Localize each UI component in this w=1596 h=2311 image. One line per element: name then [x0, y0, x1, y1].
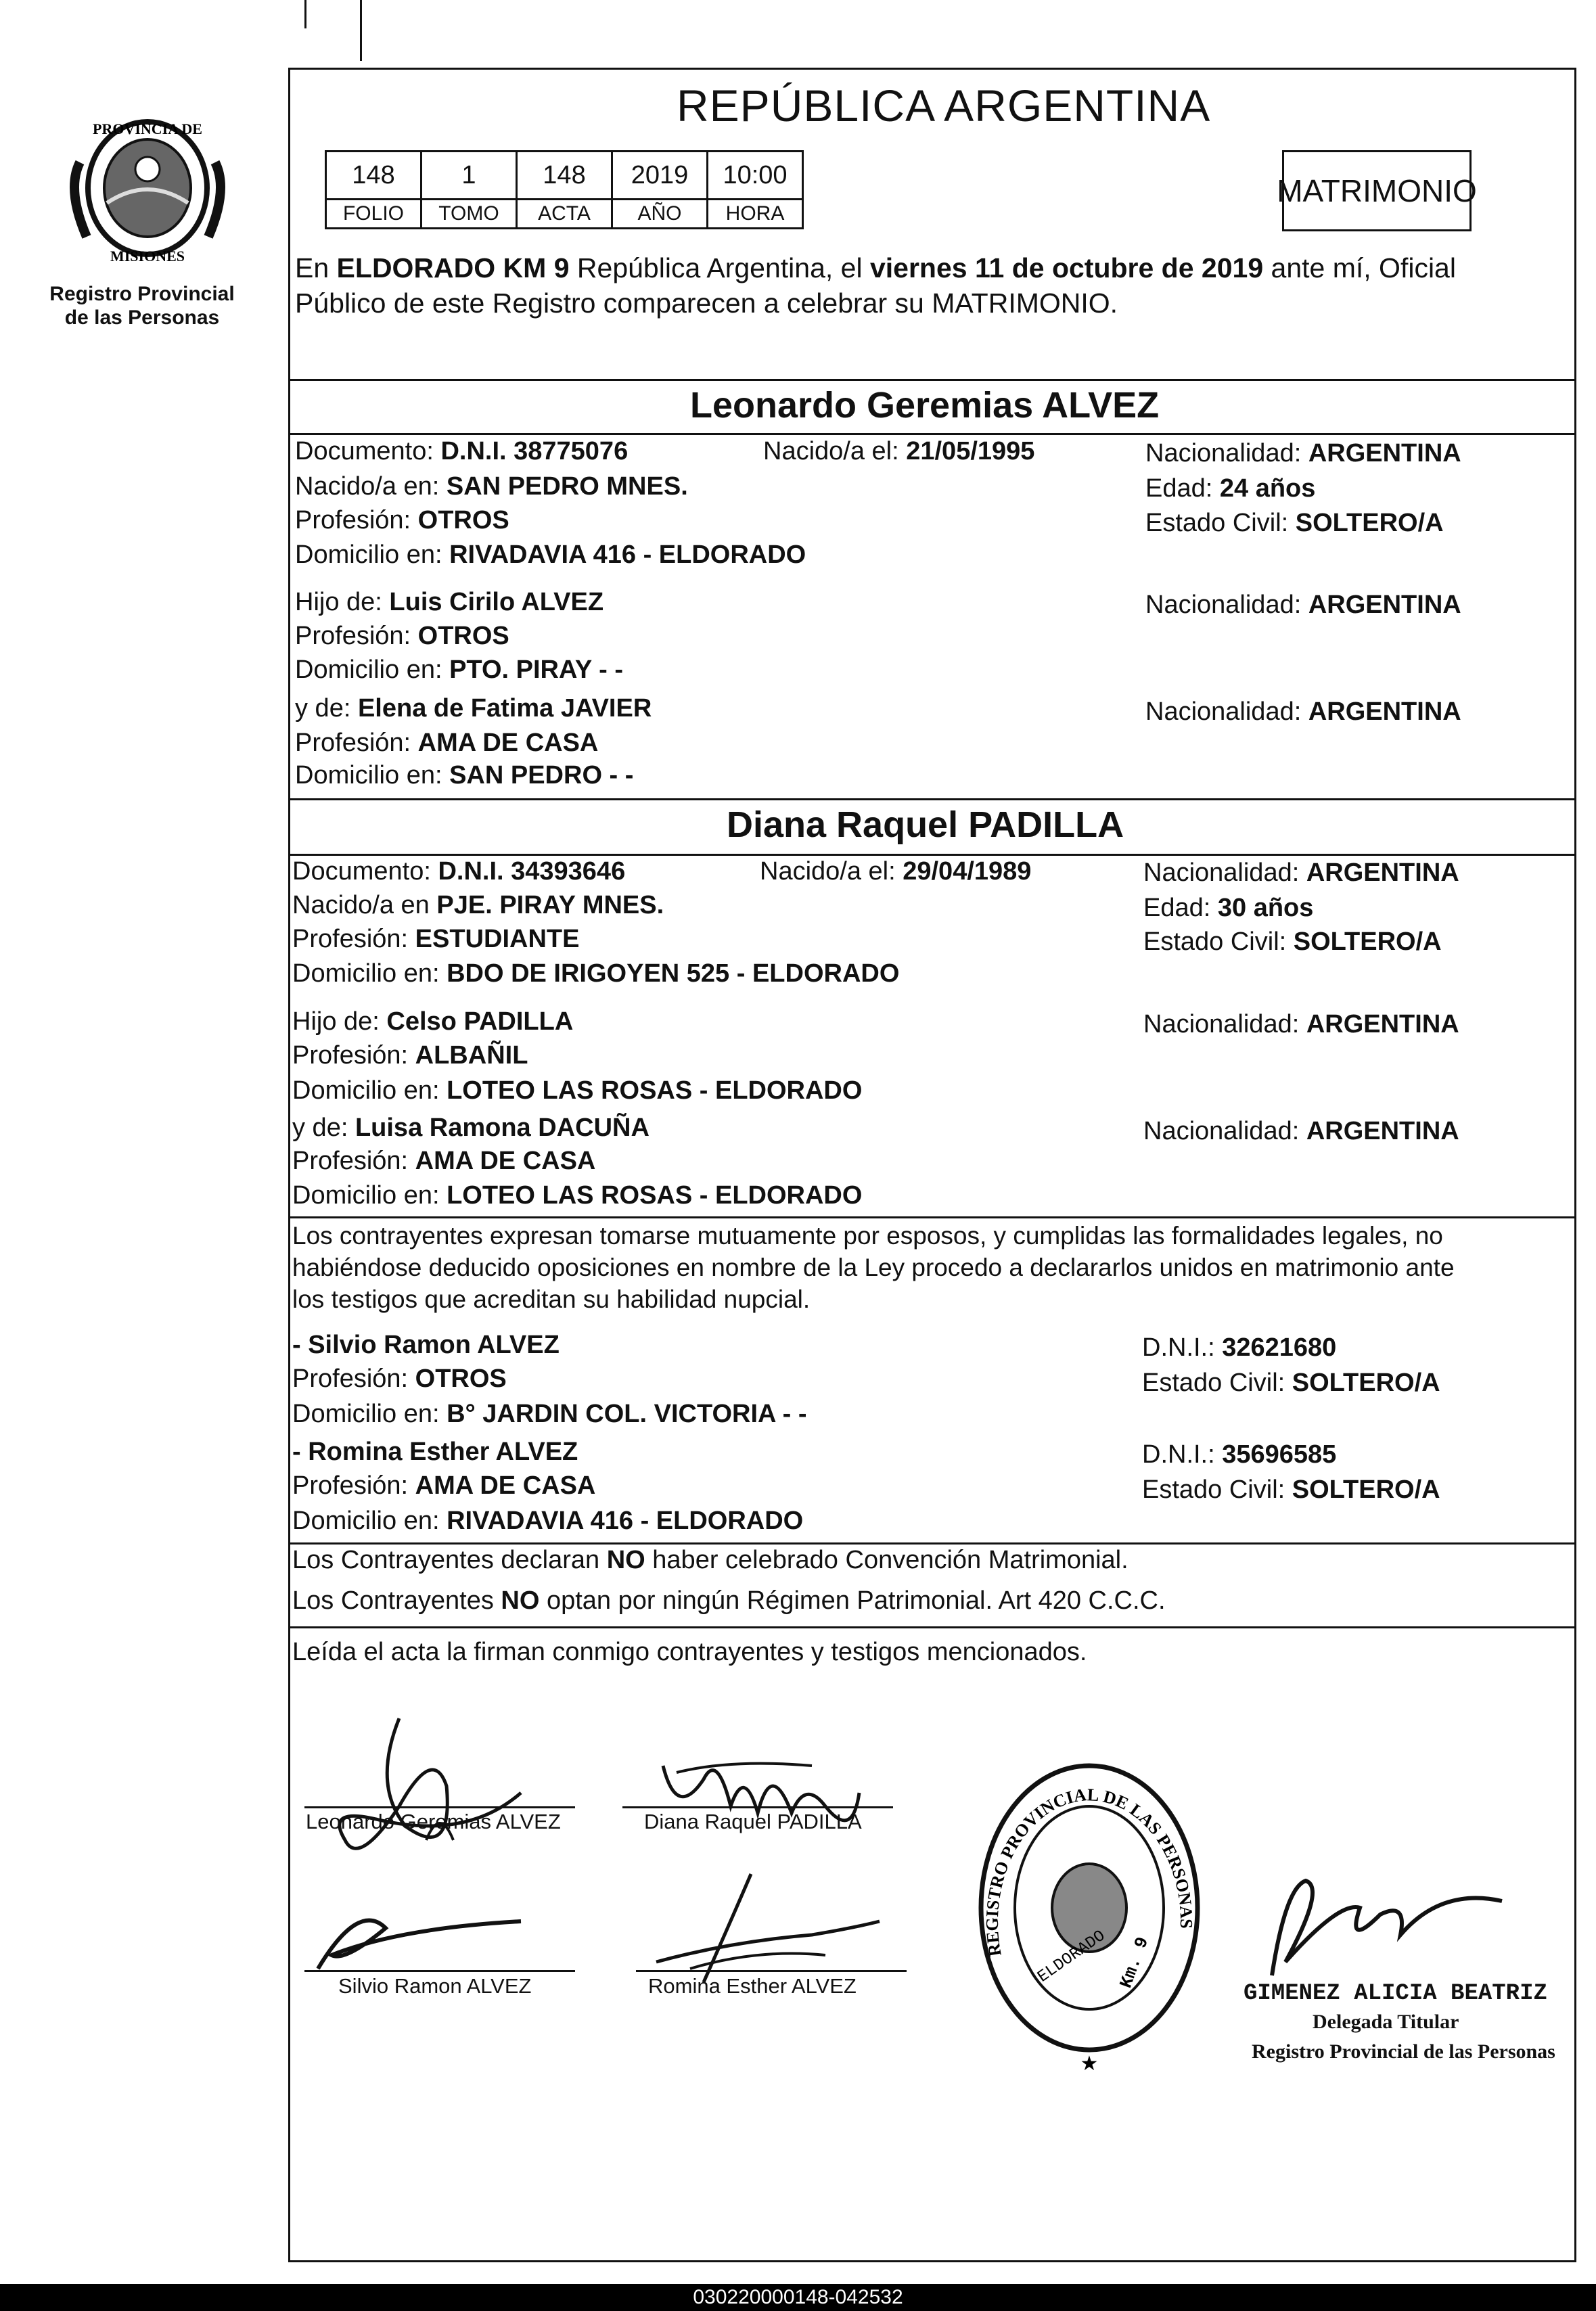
signature-silvio [304, 1887, 548, 1982]
tomo-label: TOMO [421, 200, 517, 229]
logo-caption-line2: de las Personas [64, 306, 220, 329]
convention-line1: Los Contrayentes declaran NO haber celebrado Convención Matrimonial. [292, 1546, 1128, 1574]
spouse1-mother: y de: Elena de Fatima JAVIER [295, 694, 652, 723]
declaration-line2: habiéndose deducido oposiciones en nombre de la Ley procedo a declararlos unidos en matrimonio ante [292, 1254, 1455, 1281]
signature-leonardo [318, 1705, 562, 1881]
witness1-dni: D.N.I.: 32621680 [1142, 1333, 1337, 1362]
section-divider [288, 379, 1576, 381]
signature-label-witness1: Silvio Ramon ALVEZ [338, 1974, 532, 1998]
spouse1-father-prof: Profesión: OTROS [295, 622, 509, 650]
spouse2-father-prof: Profesión: ALBAÑIL [292, 1041, 528, 1070]
spouse2-mother-nat: Nacionalidad: ARGENTINA [1143, 1117, 1459, 1145]
country-title: REPÚBLICA ARGENTINA [677, 81, 1211, 131]
spouse2-mother-prof: Profesión: AMA DE CASA [292, 1147, 596, 1175]
spouse2-name: Diana Raquel PADILLA [727, 804, 1124, 845]
folio-label: FOLIO [326, 200, 421, 229]
spouse1-mother-prof: Profesión: AMA DE CASA [295, 729, 599, 757]
stamp-ring-path: REGISTRO PROVINCIAL DE LAS PERSONAS [982, 1785, 1197, 1958]
hora-value: 10:00 [708, 152, 803, 200]
spouse2-addr: Domicilio en: BDO DE IRIGOYEN 525 - ELDORADO [292, 959, 900, 988]
section-divider [288, 433, 1576, 435]
spouse2-age: Edad: 30 años [1143, 894, 1314, 922]
spouse1-addr: Domicilio en: RIVADAVIA 416 - ELDORADO [295, 541, 806, 569]
signature-label-spouse1: Leonardo Geremias ALVEZ [306, 1810, 561, 1833]
document-code: 030220000148-042532 [0, 2284, 1596, 2311]
stamp-inner-top: ELDORADO [1034, 1927, 1109, 1987]
ceremony-place: ELDORADO KM 9 [336, 252, 570, 283]
tomo-value: 1 [421, 152, 517, 200]
section-divider [288, 1542, 1576, 1545]
spouse2-place: Nacido/a en PJE. PIRAY MNES. [292, 891, 664, 919]
witness2-name: - Romina Esther ALVEZ [292, 1438, 578, 1466]
spouse2-doc: Documento: D.N.I. 34393646 [292, 857, 626, 886]
official-org: Registro Provincial de las Personas [1252, 2040, 1555, 2063]
folio-value: 148 [326, 152, 421, 200]
spouse1-father-nat: Nacionalidad: ARGENTINA [1145, 591, 1461, 619]
signature-official [1245, 1860, 1529, 1989]
acta-value: 148 [517, 152, 612, 200]
spouse1-civil: Estado Civil: SOLTERO/A [1145, 509, 1444, 537]
spouse1-doc: Documento: D.N.I. 38775076 [295, 437, 629, 465]
signature-line [622, 1806, 893, 1808]
spouse2-civil: Estado Civil: SOLTERO/A [1143, 928, 1442, 956]
spouse1-father-addr: Domicilio en: PTO. PIRAY - - [295, 656, 624, 684]
record-type-box: MATRIMONIO [1282, 150, 1472, 231]
acta-label: ACTA [517, 200, 612, 229]
spouse2-father-addr: Domicilio en: LOTEO LAS ROSAS - ELDORADO [292, 1076, 863, 1105]
seal-bottom-text: MISIONES [110, 248, 185, 265]
spouse1-mother-nat: Nacionalidad: ARGENTINA [1145, 697, 1461, 726]
spouse2-mother: y de: Luisa Ramona DACUÑA [292, 1114, 649, 1142]
star-icon: ★ [1080, 2052, 1099, 2076]
witness1-addr: Domicilio en: B° JARDIN COL. VICTORIA - - [292, 1400, 807, 1428]
witness1-name: - Silvio Ramon ALVEZ [292, 1331, 560, 1359]
logo-caption-line1: Registro Provincial [49, 283, 235, 305]
hora-label: HORA [708, 200, 803, 229]
section-divider [288, 798, 1576, 800]
logo-caption [27, 283, 257, 329]
province-seal [60, 101, 235, 277]
anio-value: 2019 [612, 152, 708, 200]
witness1-civil: Estado Civil: SOLTERO/A [1142, 1369, 1440, 1397]
record-table [325, 150, 804, 229]
signature-line [636, 1970, 907, 1972]
intro-line2: Público de este Registro comparecen a celebrar su MATRIMONIO. [295, 288, 1118, 319]
margin-tick [304, 0, 306, 28]
spouse1-name: Leonardo Geremias ALVEZ [690, 385, 1160, 426]
spouse1-father: Hijo de: Luis Cirilo ALVEZ [295, 588, 604, 616]
section-divider [288, 854, 1576, 856]
witness1-prof: Profesión: OTROS [292, 1365, 507, 1393]
spouse2-nat: Nacionalidad: ARGENTINA [1143, 859, 1459, 887]
intro-line1: En ELDORADO KM 9 República Argentina, el viernes 11 de octubre de 2019 ante mí, Oficial [295, 252, 1456, 283]
spouse1-prof: Profesión: OTROS [295, 506, 509, 534]
signature-label-witness2: Romina Esther ALVEZ [648, 1974, 857, 1998]
ceremony-date: viernes 11 de octubre de 2019 [869, 252, 1264, 283]
signature-line [304, 1806, 575, 1808]
spouse1-mother-addr: Domicilio en: SAN PEDRO - - [295, 761, 634, 790]
registry-stamp [961, 1752, 1218, 2077]
province-seal-graphic [60, 101, 235, 277]
spouse1-born: Nacido/a el: 21/05/1995 [763, 437, 1035, 465]
declaration-line1: Los contrayentes expresan tomarse mutuamente por esposos, y cumplidas las formalidades legales, no [292, 1222, 1443, 1250]
signature-line [304, 1970, 575, 1972]
spouse2-father: Hijo de: Celso PADILLA [292, 1007, 574, 1036]
anio-label: AÑO [612, 200, 708, 229]
spouse1-age: Edad: 24 años [1145, 474, 1316, 503]
witness2-addr: Domicilio en: RIVADAVIA 416 - ELDORADO [292, 1507, 804, 1535]
declaration-line3: los testigos que acreditan su habilidad nupcial. [292, 1285, 811, 1313]
signature-label-spouse2: Diana Raquel PADILLA [644, 1810, 862, 1833]
section-divider [288, 1626, 1576, 1628]
spouse2-father-nat: Nacionalidad: ARGENTINA [1143, 1010, 1459, 1038]
spouse1-place: Nacido/a en: SAN PEDRO MNES. [295, 472, 688, 501]
official-name: GIMENEZ ALICIA BEATRIZ [1244, 1981, 1547, 2007]
spouse1-nat: Nacionalidad: ARGENTINA [1145, 439, 1461, 467]
witness2-civil: Estado Civil: SOLTERO/A [1142, 1475, 1440, 1504]
seal-top-text: PROVINCIA DE [93, 120, 202, 137]
witness2-prof: Profesión: AMA DE CASA [292, 1471, 596, 1500]
convention-line2: Los Contrayentes NO optan por ningún Régimen Patrimonial. Art 420 C.C.C. [292, 1586, 1166, 1615]
section-divider [288, 1216, 1576, 1218]
witness2-dni: D.N.I.: 35696585 [1142, 1440, 1337, 1469]
spouse2-mother-addr: Domicilio en: LOTEO LAS ROSAS - ELDORADO [292, 1181, 863, 1210]
margin-tick [360, 0, 362, 61]
closing-text: Leída el acta la firman conmigo contrayentes y testigos mencionados. [292, 1638, 1087, 1666]
official-role: Delegada Titular [1313, 2011, 1459, 2033]
spouse2-born: Nacido/a el: 29/04/1989 [760, 857, 1032, 886]
stamp-inner-right: Km. 9 [1116, 1934, 1154, 1991]
spouse2-prof: Profesión: ESTUDIANTE [292, 925, 580, 953]
